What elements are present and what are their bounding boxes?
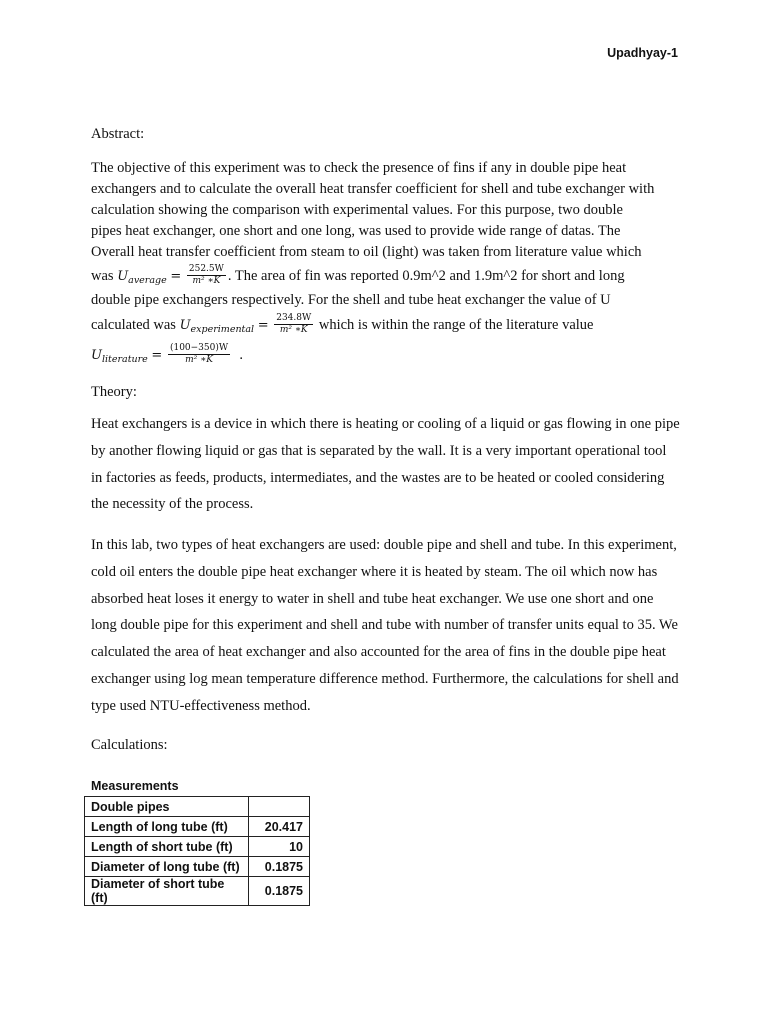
theory-heading: Theory: (91, 384, 137, 400)
abstract-line: pipes heat exchanger, one short and one long, was used to provide wide range of datas. The (91, 223, 621, 239)
table-cell-value: 10 (249, 837, 310, 857)
table-row (85, 797, 310, 817)
table-cell-value: 0.1875 (249, 877, 310, 906)
table-cell-label: Length of long tube (ft) (85, 817, 249, 837)
u-average-fraction: $\frac{252.5W}{\text{m² ∗K}}$ (188, 264, 224, 287)
abstract-line-u-literature: $U_{literature}$ = $\frac{(100-350)W}{\text{m² ∗K}}$ . (91, 343, 243, 366)
u-literature-subscript: literature (101, 354, 148, 365)
abstract-line: The objective of this experiment was to check the presence of fins if any in double pipe heat (91, 160, 627, 176)
table-cell-value: 20.417 (249, 817, 310, 837)
abstract-line-u-experimental: calculated was $U_{experimental}$ = $\frac{234.8W}{\text{m² ∗K}}$ which is within the range of the literature value (91, 313, 594, 336)
calculations-heading: Calculations: (91, 737, 168, 753)
u-average-subscript: average (128, 275, 167, 286)
table-row (85, 817, 310, 837)
u-experimental-subscript: experimental (190, 324, 255, 335)
u-literature-fraction: $\frac{(100-350)W}{\text{m² ∗K}}$ (169, 343, 229, 366)
u-experimental-fraction: $\frac{234.8W}{\text{m² ∗K}}$ (276, 313, 312, 336)
table-row (85, 877, 310, 906)
u-experimental-symbol: U (179, 318, 191, 333)
measurements-table-title: Measurements (91, 779, 179, 793)
abstract-line: Overall heat transfer coefficient from steam to oil (light) was taken from literature value which (91, 244, 642, 260)
table-row (85, 857, 310, 877)
table-cell-empty (249, 797, 310, 817)
abstract-body (91, 158, 681, 371)
table-row (85, 837, 310, 857)
table-cell-label: Length of short tube (ft) (85, 837, 249, 857)
abstract-heading: Abstract: (91, 126, 145, 142)
abstract-line: double pipe exchangers respectively. For the shell and tube heat exchanger the value of U (91, 292, 611, 308)
table-cell-label: Diameter of short tube (ft) (85, 877, 249, 906)
u-average-symbol: U (117, 269, 129, 284)
abstract-line: exchangers and to calculate the overall heat transfer coefficient for shell and tube exchanger with (91, 181, 655, 197)
table-group-label: Double pipes (85, 797, 249, 817)
theory-paragraph-2: In this lab, two types of heat exchangers are used: double pipe and shell and tube. In this experiment, cold oil enters the double pipe heat exchanger where it is heated by steam. The oil which now has absorbed heat loses it energy to water in shell and tube heat exchanger. We use one short and one long double pipe for this experiment and shell and tube with number of transfer units equal to 35. We calculated the area of heat exchanger and also accounted for the area of fins in the double pipe heat exchanger using log mean temperature difference method. Furthermore, the calculations for shell and type used NTU-effectiveness method. (91, 537, 679, 714)
abstract-line-u-average: was $U_{average}$ = $\frac{252.5W}{\text{m² ∗K}}$ . The area of fin was reported 0.9m^2 and 1.9m^2 for short and long (91, 264, 625, 287)
table-cell-value: 0.1875 (249, 857, 310, 877)
u-literature-symbol: U (91, 348, 102, 363)
table-cell-label: Diameter of long tube (ft) (85, 857, 249, 877)
abstract-line: calculation showing the comparison with experimental values. For this purpose, two double (91, 202, 623, 218)
measurements-table (84, 796, 310, 906)
page-header-label: Upadhyay-1 (607, 46, 678, 60)
theory-paragraph-1: Heat exchangers is a device in which there is heating or cooling of a liquid or gas flowing in one pipe by another flowing liquid or gas that is separated by the wall. It is a very important operational tool in factories as feeds, products, intermediates, and the wastes are to be heated or cooled considering the necessity of the process. (91, 416, 680, 513)
